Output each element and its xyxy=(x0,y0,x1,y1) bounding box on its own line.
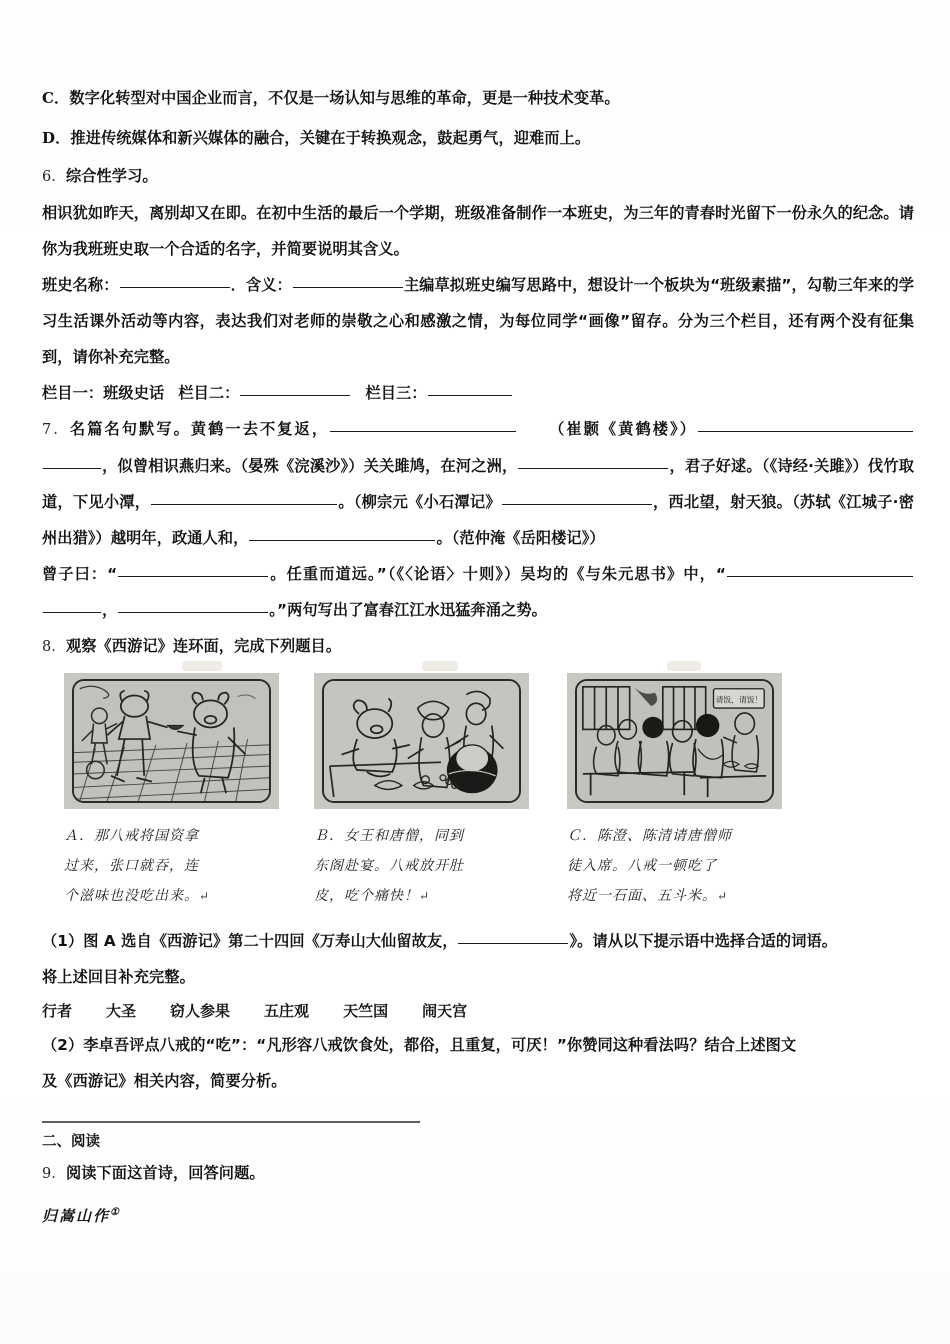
question-8-title-line xyxy=(42,628,914,665)
comic-c-caption-line-1: Ｃ．陈澄、陈清请唐僧师 xyxy=(567,828,732,844)
comic-a-caption-line-1: Ａ．那八戒将国资拿 xyxy=(64,828,199,844)
q7-segment-8: 。任重而道远。”（《〈论语〉十则》）吴均的《与朱元思书》中，“ xyxy=(269,565,726,583)
section-2-heading: 二、阅读 xyxy=(42,1134,100,1150)
poem-title-text: 归嵩山作 xyxy=(42,1207,111,1225)
question-6-title: 综合性学习。 xyxy=(65,167,158,185)
q7-blank-3[interactable] xyxy=(518,455,668,469)
word-bank-item-5[interactable]: 天竺国 xyxy=(343,1002,389,1020)
comic-a-caption-line-3: 个滋味也没吃出来。↵ xyxy=(64,888,211,904)
comic-panel-a xyxy=(64,673,279,911)
comic-b-illustration xyxy=(324,681,519,801)
comic-c-illustration xyxy=(577,681,772,801)
comic-strip xyxy=(42,673,914,923)
question-7 xyxy=(42,411,914,556)
question-6-body-2: 主编草拟班史编写思路中，想设计一个板块为“班级素描”，勾勒三年来的学习生活课外活动等内容，表达我们对老师的崇敬之心和感激之情，为每位同学“画像”留存。分为三个栏目，还有两个没有征集到，请你补充完整。 xyxy=(42,276,914,366)
class-history-name-blank[interactable] xyxy=(120,274,230,288)
q7-segment-2: ，似曾相识燕归来。（晏殊《浣溪沙》）关关雎鸠，在河之洲， xyxy=(102,457,518,475)
scan-smudge xyxy=(182,661,222,671)
q7-citation-1: （崔颢《黄鹤楼》） xyxy=(547,420,698,438)
option-d-letter: D xyxy=(42,129,56,147)
q7-blank-9b[interactable] xyxy=(118,599,268,613)
column-3-blank[interactable] xyxy=(428,382,512,396)
q7-blank-5[interactable] xyxy=(502,491,652,505)
question-8-sub-1-cont: 将上述回目补充完整。 xyxy=(42,968,195,986)
q7-blank-2b[interactable] xyxy=(43,455,101,469)
scan-smudge xyxy=(667,661,701,671)
question-7-number: 7． xyxy=(42,422,70,438)
comic-a-caption xyxy=(64,821,264,911)
scan-smudge xyxy=(422,661,458,671)
q7-segment-10: 。”两句写出了富春江江水迅猛奔涌之势。 xyxy=(269,601,547,619)
option-c-text: ．数字化转型对中国企业而言，不仅是一场认知与思维的革命，更是一种技术变革。 xyxy=(54,89,620,107)
word-bank-item-1[interactable]: 行者 xyxy=(42,1002,73,1020)
meaning-label: 含义： xyxy=(245,276,292,294)
comic-b-caption-line-1: Ｂ．女王和唐僧，同到 xyxy=(314,828,464,844)
q7-blank-7[interactable] xyxy=(118,563,268,577)
q8-sub1-text-a: （1）图 A 选自《西游记》第二十四回《万寿山大仙留故友， xyxy=(42,932,458,950)
comic-b-caption xyxy=(314,821,514,911)
question-9-text: 阅读下面这首诗，回答问题。 xyxy=(65,1164,265,1182)
option-c-letter: C xyxy=(42,89,55,107)
paragraph-mark-icon: ↵ xyxy=(717,889,729,903)
comic-a-caption-line-2: 过来，张口就吞，连 xyxy=(64,858,199,874)
question-9-line xyxy=(42,1155,914,1192)
column-2-blank[interactable] xyxy=(240,382,350,396)
comic-c-caption-line-3: 将近一石面、五斗米。↵ xyxy=(567,888,729,904)
q7-blank-1[interactable] xyxy=(330,418,516,432)
q7-segment-9: ， xyxy=(102,601,118,619)
comic-a-illustration xyxy=(74,681,269,801)
comic-c-caption-line-2: 徒入席。八戒一顿吃了 xyxy=(567,858,717,874)
comic-image-a xyxy=(64,673,279,809)
q7-blank-6[interactable] xyxy=(249,527,435,541)
class-history-name-label: 班史名称： xyxy=(42,276,119,294)
question-6-title-line xyxy=(42,158,914,195)
question-7-continued xyxy=(42,556,914,628)
column-3-label: 栏目三： xyxy=(365,384,427,402)
q7-blank-9a[interactable] xyxy=(43,599,101,613)
question-9-number: 9． xyxy=(42,1166,66,1182)
page-content xyxy=(42,78,914,1231)
comic-panel-b xyxy=(314,673,529,911)
word-bank xyxy=(42,995,914,1027)
word-bank-item-2[interactable]: 大圣 xyxy=(106,1002,137,1020)
svg-text:请饭，请饭！: 请饭，请饭！ xyxy=(715,695,763,705)
question-8-sub-1 xyxy=(42,923,914,959)
comic-panel-c xyxy=(567,673,782,911)
question-6-fill-line xyxy=(42,267,914,375)
poem-footnote-marker: ① xyxy=(110,1207,121,1218)
q7-segment-4: 。（柳宗元《小石潭记》 xyxy=(338,493,501,511)
option-c xyxy=(42,78,914,118)
question-7-lead: 名篇名句默写。黄鹤一去不复返， xyxy=(69,420,330,438)
comic-image-b xyxy=(314,673,529,809)
comic-b-caption-line-2: 东阁赴宴。八戒放开肚 xyxy=(314,858,464,874)
column-2-label: 栏目二： xyxy=(178,384,240,402)
answer-rule xyxy=(42,1121,420,1123)
meaning-blank[interactable] xyxy=(293,274,403,288)
word-bank-item-6[interactable]: 闹天宫 xyxy=(422,1002,468,1020)
paragraph-mark-icon: ↵ xyxy=(199,889,211,903)
comic-image-c xyxy=(567,673,782,809)
dot-separator: ． xyxy=(230,276,246,294)
word-bank-item-3[interactable]: 窃人参果 xyxy=(170,1002,231,1020)
q7-segment-3: ，君子好逑。（《诗经·关雎》）伐竹取道，下见小潭， xyxy=(42,457,914,511)
q7-segment-7: 曾子曰：“ xyxy=(42,565,118,583)
paragraph-mark-icon: ↵ xyxy=(419,889,431,903)
q7-blank-2a[interactable] xyxy=(698,418,913,432)
question-8-number: 8． xyxy=(42,639,66,655)
word-bank-item-4[interactable]: 五庄观 xyxy=(264,1002,310,1020)
option-d-text: ．推进传统媒体和新兴媒体的融合，关键在于转换观念，鼓起勇气，迎难而上。 xyxy=(55,129,591,147)
q7-segment-5: ，西北望，射天狼。（苏轼《江城子·密州出猎》）越明年，政通人和， xyxy=(42,493,914,547)
question-8-sub-2-cont: 及《西游记》相关内容，简要分析。 xyxy=(42,1072,287,1090)
q8-sub1-text-b: 》。请从以下提示语中选择合适的词语。 xyxy=(569,932,838,950)
question-6-number: 6． xyxy=(42,169,66,185)
q7-segment-6: 。（范仲淹《岳阳楼记》） xyxy=(436,529,605,547)
comic-b-caption-line-3: 皮，吃个痛快！↵ xyxy=(314,888,431,904)
poem-title xyxy=(42,1198,914,1231)
q8-sub1-blank[interactable] xyxy=(458,930,568,944)
q7-blank-8[interactable] xyxy=(727,563,913,577)
question-6-body-1: 相识犹如昨天，离别却又在即。在初中生活的最后一个学期，班级准备制作一本班史，为三年的青春时光留下一份永久的纪念。请你为我班班史取一个合适的名字，并简要说明其含义。 xyxy=(42,204,914,258)
option-d xyxy=(42,118,914,158)
question-8-title: 观察《西游记》连环面，完成下列题目。 xyxy=(65,637,342,655)
column-1-label: 栏目一：班级史话 xyxy=(42,384,165,402)
comic-c-caption xyxy=(567,821,767,911)
question-8-sub-2: （2）李卓吾评点八戒的“吃”：“凡形容八戒饮食处，都俗，且重复，可厌！”你赞同这种看法吗？结合上述图文 xyxy=(42,1036,797,1054)
question-6-columns-line xyxy=(42,375,914,411)
q7-blank-4[interactable] xyxy=(151,491,337,505)
